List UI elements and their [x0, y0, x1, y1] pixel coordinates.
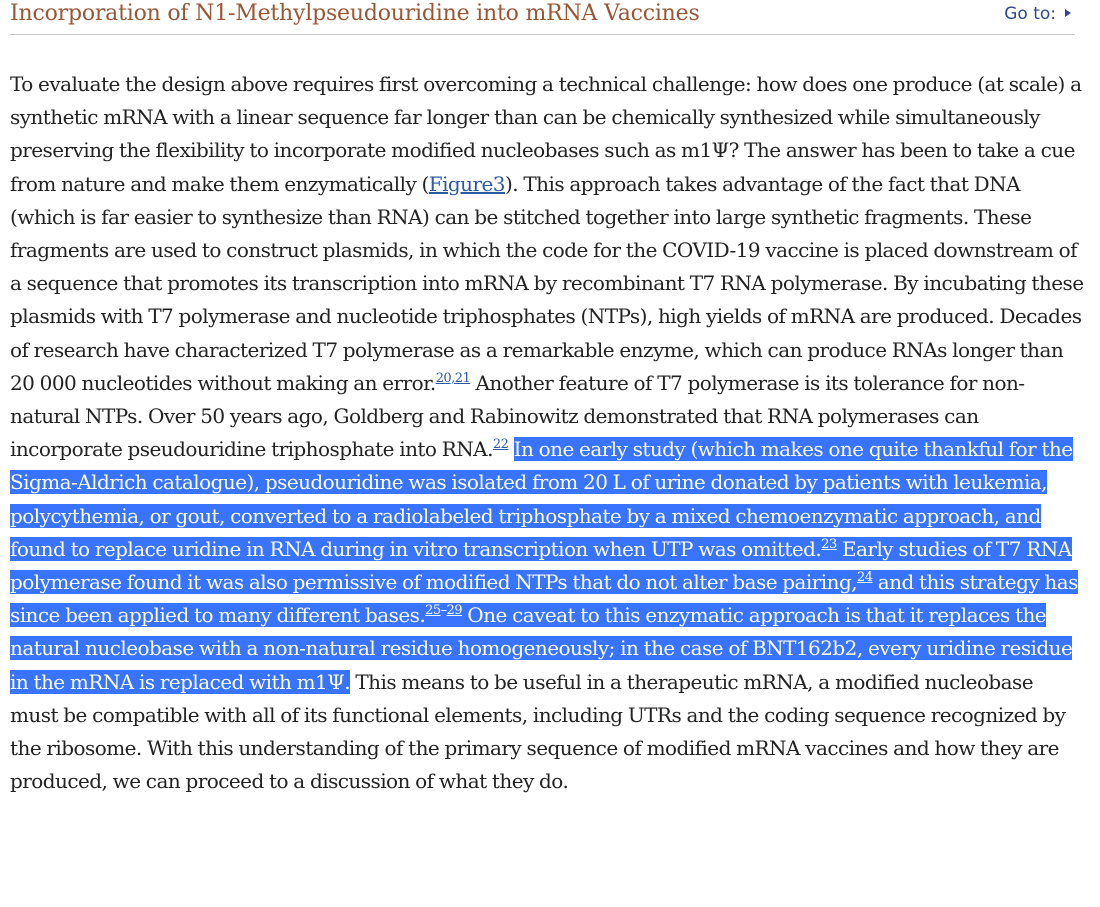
- paragraph-text: This means to be useful in a therapeutic mRNA, a modified nucleobase must be compatible with all of its functional elements, including UTRs and the coding sequence recognized by the ribosome. With this understanding of the primary sequence of modified mRNA vaccines and how they are produced, we can proceed to a discussion of what they do.: [10, 669, 1066, 794]
- reference-link-22[interactable]: 22: [492, 437, 509, 453]
- reference-link-20-21[interactable]: 20,21: [435, 370, 471, 386]
- reference-link-29[interactable]: 29: [446, 603, 462, 619]
- reference-link-23[interactable]: 23: [821, 536, 837, 552]
- selected-sentence: Early studies of T7 RNA polymerase found it was also permissive of modified NTPs that do not alter base pairing,: [10, 536, 1072, 595]
- body-paragraph: [10, 68, 1085, 798]
- goto-label: Go to:: [1004, 4, 1056, 24]
- selected-sentence: In one early study (which makes one quite thankful for the Sigma-Aldrich catalogue), pseudouridine was isolated from 20 L of urine donated by patients with leukemia, polycythemia, or gout, converted to a radiolabeled triphosphate by a mixed chemoenzymatic approach, and found to replace uridine in RNA during in vitro transcription when UTP was omitted.: [10, 437, 1073, 561]
- section-title: Incorporation of N1-Methylpseudouridine into mRNA Vaccines: [10, 1, 700, 26]
- paragraph-text: ). This approach takes advantage of the fact that DNA (which is far easier to synthesize than RNA) can be stitched together into large synthetic fragments. These fragments are used to construct plasmids, in which the code for the COVID-19 vaccine is placed downstream of a sequence that promotes its transcription into mRNA by recombinant T7 RNA polymerase. By incubating these plasmids with T7 polymerase and nucleotide triphosphates (NTPs), high yields of mRNA are produced. Decades of research have characterized T7 polymerase as a remarkable enzyme, which can produce RNAs longer than 20 000 nucleotides without making an error.: [10, 171, 1084, 395]
- reference-range-dash: –: [440, 603, 447, 619]
- paragraph-text: To evaluate the design above requires first overcoming a technical challenge: how does one produce (at scale) a synthetic mRNA with a linear sequence far longer than can be chemically synthesized while simultaneously preserving the flexibility to incorporate modified nucleobases such as m1Ψ? The answer has been to take a cue from nature and make them enzymatically (: [10, 72, 1082, 196]
- selected-sentence: One caveat to this enzymatic approach is that it replaces the natural nucleobase with a non-natural residue homogeneously; in the case of BNT162b2, every uridine residue in the mRNA is replaced with m1Ψ.: [10, 603, 1073, 694]
- reference-link-25[interactable]: 25: [425, 603, 441, 619]
- goto-menu[interactable]: [1004, 4, 1071, 24]
- paragraph-text: Another feature of T7 polymerase is its tolerance for non-natural NTPs. Over 50 years ago, Goldberg and Rabinowitz demonstrated that RNA polymerases can incorporate pseudouridine triphosphate into RNA.: [10, 370, 1025, 462]
- triangle-right-icon: [1065, 9, 1071, 17]
- selected-text[interactable]: [10, 437, 1078, 693]
- figure-3-link[interactable]: Figure3: [428, 171, 505, 196]
- reference-link-24[interactable]: 24: [857, 570, 873, 586]
- selected-sentence: and this strategy has since been applied to many different bases.: [10, 570, 1078, 628]
- section-header: [10, 0, 1075, 35]
